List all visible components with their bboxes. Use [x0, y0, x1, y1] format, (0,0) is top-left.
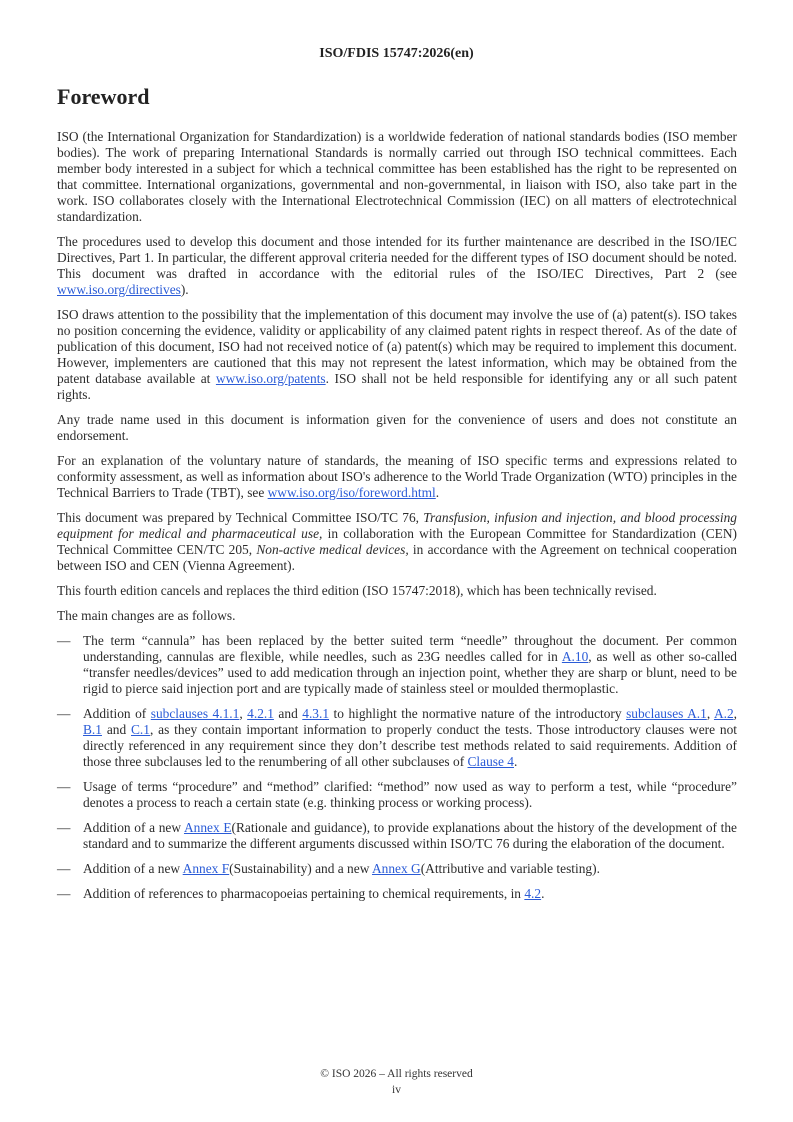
text: The procedures used to develop this document and those intended for its further maintenance are described in the ISO/IEC Directives, Part 1. In particular, the different approval criteria needed for the different types of ISO document should be noted. This document was drafted in accordance with the editorial rules of the ISO/IEC Directives, Part 2 (see	[57, 234, 737, 281]
paragraph-edition: This fourth edition cancels and replaces the third edition (ISO 15747:2018), which has been technically revised.	[57, 583, 657, 598]
text: ,	[239, 706, 248, 721]
annex-e-link[interactable]: Annex E	[183, 820, 232, 835]
list-item	[57, 779, 737, 811]
committee-title: Transfusion, infusion and injection, and blood processing equipment for medical and pharmaceutical use,	[57, 510, 737, 541]
text: and	[273, 706, 303, 721]
subclause-4-3-1-link[interactable]: 4.3.1	[302, 706, 330, 721]
text: , as well as other so-called “transfer needles/devices” used to add medication through an injection point, whether they are sharp or blunt, need to be rigid to pierce said injection port and are typically made of stainless steel or moulded thermoplastic.	[83, 649, 738, 696]
subclause-4-2-1-link[interactable]: 4.2.1	[247, 706, 274, 721]
dash-bullet: —	[57, 706, 71, 721]
a10-link[interactable]: A.10	[561, 649, 589, 664]
list-item	[57, 886, 737, 902]
text: , as they contain important information to properly conduct the tests. Those introductory clauses were not directly referenced in any requirement since they don’t describe test methods related to said requirements. Addition of those three subclauses led to the renumbering of all other subclauses of	[83, 722, 737, 769]
subclause-c1-link[interactable]: C.1	[131, 722, 150, 737]
subclause-b1-link[interactable]: B.1	[83, 722, 102, 737]
directives-link[interactable]: www.iso.org/directives	[57, 282, 181, 297]
text: ,	[706, 706, 714, 721]
text: ISO draws attention to the possibility that the implementation of this document may involve the use of (a) patent(s). ISO takes no position concerning the evidence, validity or applicability of any claimed patent rights in respect thereof. As of the date of publication of this document, ISO had not received notice of (a) patent(s) which may be required to implement this document. However, implementers are cautioned that this may not represent the latest information, which may be obtained from the patent database available at	[57, 307, 737, 386]
paragraph-iso-intro: ISO (the International Organization for Standardization) is a worldwide federation of national standards bodies (ISO member bodies). The work of preparing International Standards is normally carried out through ISO technical committees. Each member body interested in a subject for which a technical committee has been established has the right to be represented on that committee. International organizations, governmental and non-governmental, in liaison with ISO, also take part in the work. ISO collaborates closely with the International Electrotechnical Commission (IEC) on all matters of electrotechnical standardization.	[57, 129, 737, 224]
page-number: iv	[392, 1084, 401, 1096]
text: . ISO shall not be held responsible for identifying any or all such patent rights.	[57, 371, 737, 402]
changes-list	[57, 633, 737, 902]
foreword-link[interactable]: www.iso.org/iso/foreword.html	[267, 485, 436, 500]
patents-link[interactable]: www.iso.org/patents	[215, 371, 326, 386]
dash-bullet: —	[57, 779, 71, 794]
dash-bullet: —	[57, 886, 71, 901]
copyright-notice: © ISO 2026 – All rights reserved	[320, 1068, 473, 1080]
document-header: ISO/FDIS 15747:2026(en)	[319, 46, 474, 61]
paragraph-voluntary-nature	[57, 453, 737, 501]
text: Addition of a new	[83, 820, 184, 835]
page-title: Foreword	[57, 84, 150, 109]
text: ).	[180, 282, 189, 297]
text: ,	[733, 706, 738, 721]
page-footer	[0, 1066, 793, 1098]
text: and	[101, 722, 131, 737]
paragraph-trade-name: Any trade name used in this document is information given for the convenience of users and does not constitute an endorsement.	[57, 412, 737, 443]
text: (Sustainability) and a new	[229, 861, 372, 876]
foreword-body	[57, 129, 737, 911]
text: This document was prepared by Technical Committee ISO/TC 76,	[57, 510, 424, 525]
list-item	[57, 706, 737, 770]
text: The term “cannula” has been replaced by the better suited term “needle” throughout the document. Per common understanding, cannulas are flexible, while needles, such as 23G needles called for in	[83, 633, 737, 664]
text: Addition of references to pharmacopoeias pertaining to chemical requirements, in	[83, 886, 525, 901]
text: Addition of	[83, 706, 151, 721]
paragraph-patents	[57, 307, 737, 403]
dash-bullet: —	[57, 861, 71, 876]
text: (Attributive and variable testing).	[420, 861, 600, 876]
text: For an explanation of the voluntary nature of standards, the meaning of ISO specific terms and expressions related to conformity assessment, as well as information about ISO's adherence to the World Trade Organization (WTO) principles in the Technical Barriers to Trade (TBT), see	[57, 453, 737, 500]
text: Addition of a new	[83, 861, 183, 876]
text: in collaboration with the European Committee for Standardization (CEN) Technical Committee CEN/TC 205,	[57, 526, 737, 557]
list-item	[57, 820, 737, 852]
subclause-a2-link[interactable]: A.2	[713, 706, 734, 721]
text: Usage of terms “procedure” and “method” clarified: “method” now used as way to perform a test, while “procedure” denotes a process to reach a certain state (e.g. thinking process or working process).	[83, 779, 737, 810]
paragraph-main-changes: The main changes are as follows.	[57, 608, 236, 623]
subclause-4-1-1-link[interactable]: subclauses 4.1.1	[150, 706, 240, 721]
paragraph-procedures	[57, 234, 737, 298]
paragraph-prepared-by	[57, 510, 737, 574]
text: (Rationale and guidance), to provide explanations about the history of the development of the standard and to summarize the different arguments discussed within ISO/TC 76 during the elaboration of the document.	[83, 820, 737, 851]
text: .	[514, 754, 518, 769]
dash-bullet: —	[57, 633, 71, 648]
text: to highlight the normative nature of the introductory	[329, 706, 627, 721]
text: in accordance with the Agreement on technical cooperation between ISO and CEN (Vienna Agreement).	[57, 542, 737, 573]
committee-title: Non-active medical devices,	[256, 542, 409, 557]
dash-bullet: —	[57, 820, 71, 835]
text: .	[541, 886, 545, 901]
text: .	[435, 485, 440, 500]
clause-4-2-link[interactable]: 4.2	[524, 886, 542, 901]
list-item	[57, 633, 737, 697]
annex-f-link[interactable]: Annex F	[182, 861, 230, 876]
subclause-a1-link[interactable]: subclauses A.1	[626, 706, 707, 721]
clause-4-link[interactable]: Clause 4	[467, 754, 514, 769]
list-item	[57, 861, 737, 877]
annex-g-link[interactable]: Annex G	[371, 861, 421, 876]
